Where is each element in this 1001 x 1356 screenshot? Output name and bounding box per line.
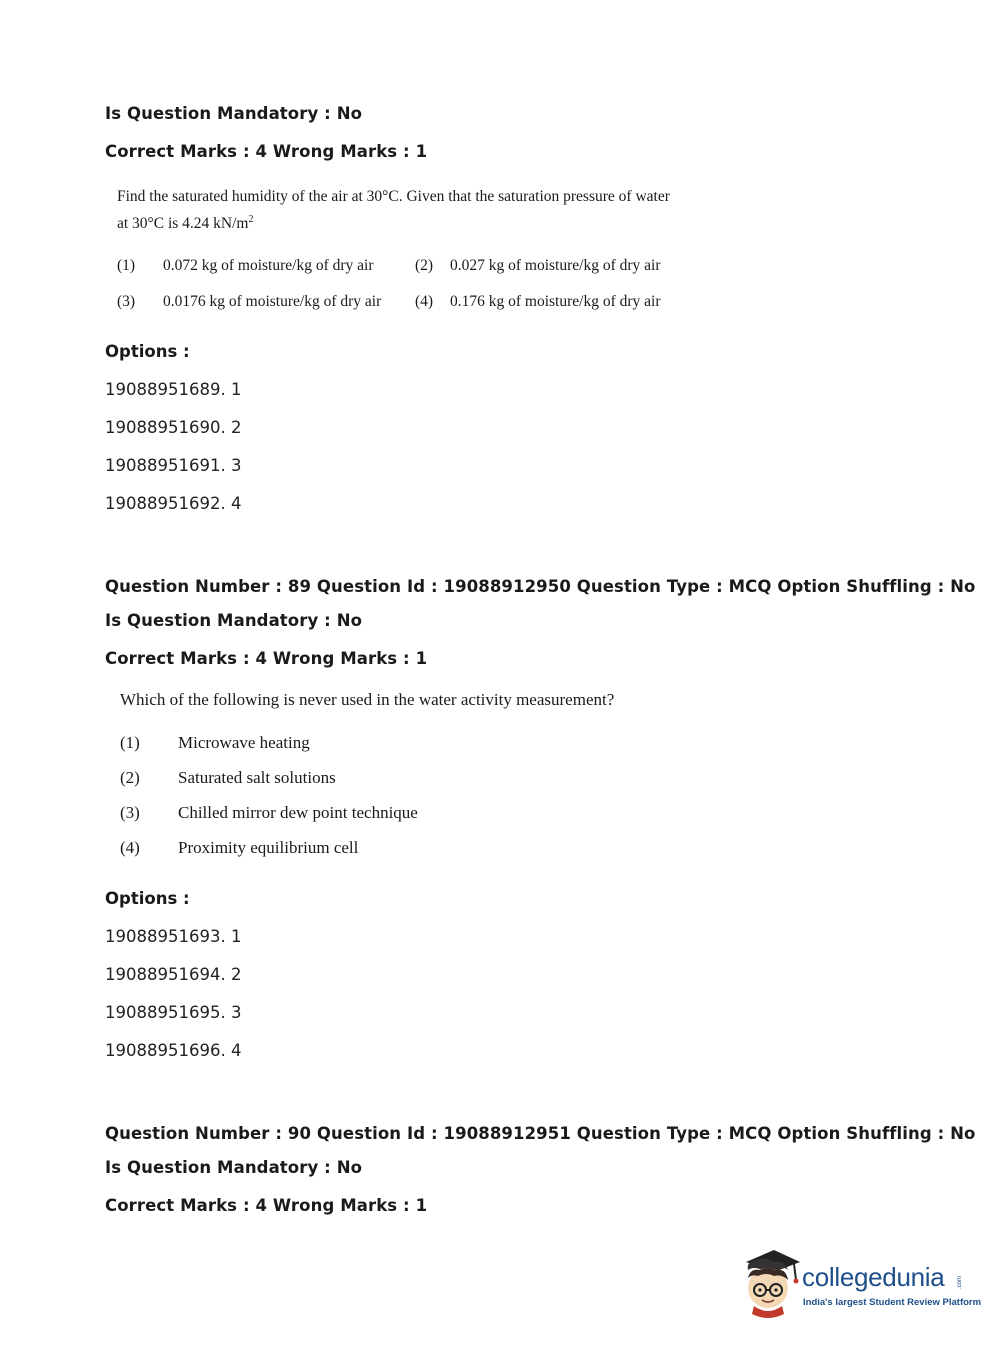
choice-number: (1)	[117, 257, 136, 274]
question-marks: Correct Marks : 4 Wrong Marks : 1	[105, 649, 428, 668]
options-label: Options :	[105, 889, 190, 908]
choice-text: 0.176 kg of moisture/kg of dry air	[450, 293, 661, 310]
question-header: Question Number : 90 Question Id : 19088912951 Question Type : MCQ Option Shuffling : No	[105, 1124, 976, 1143]
choice-number: (4)	[415, 293, 434, 310]
options-label: Options :	[105, 342, 190, 361]
logo-domain: .com	[957, 1276, 963, 1290]
choice-text: 0.072 kg of moisture/kg of dry air	[163, 257, 374, 274]
choice-number: (3)	[117, 293, 136, 310]
question-header: Question Number : 89 Question Id : 19088912950 Question Type : MCQ Option Shuffling : No	[105, 577, 976, 596]
option-id: 19088951696. 4	[105, 1041, 242, 1060]
question-mandatory: Is Question Mandatory : No	[105, 611, 363, 630]
choice-text: Chilled mirror dew point technique	[178, 803, 418, 822]
choice-number: (2)	[415, 257, 434, 274]
question-marks: Correct Marks : 4 Wrong Marks : 1	[105, 142, 428, 161]
option-id: 19088951689. 1	[105, 380, 242, 399]
option-id: 19088951695. 3	[105, 1003, 242, 1022]
choice-number: (4)	[120, 838, 140, 857]
question-text-line: at 30°C is 4.24 $kN/m^2$	[117, 213, 254, 232]
option-id: 19088951693. 1	[105, 927, 242, 946]
question-text	[117, 183, 757, 237]
mascot-logo-icon	[740, 1248, 802, 1320]
choice-number: (3)	[120, 803, 140, 822]
option-id: 19088951691. 3	[105, 456, 242, 475]
question-text: Which of the following is never used in the water activity measurement?	[120, 690, 615, 709]
choice-text: Microwave heating	[178, 733, 310, 752]
choice-text: Saturated salt solutions	[178, 768, 336, 787]
choice-number: (1)	[120, 733, 140, 752]
logo-tagline: India's largest Student Review Platform	[803, 1297, 982, 1308]
logo-wordmark: collegedunia	[802, 1262, 945, 1292]
choice-text: 0.0176 kg of moisture/kg of dry air	[163, 293, 382, 310]
option-id: 19088951692. 4	[105, 494, 242, 513]
question-mandatory: Is Question Mandatory : No	[105, 1158, 363, 1177]
option-id: 19088951694. 2	[105, 965, 242, 984]
question-text-line: Find the saturated humidity of the air at 30°C. Given that the saturation pressure of water	[117, 188, 670, 205]
choice-text: 0.027 kg of moisture/kg of dry air	[450, 257, 661, 274]
option-id: 19088951690. 2	[105, 418, 242, 437]
choice-text: Proximity equilibrium cell	[178, 838, 359, 857]
choice-number: (2)	[120, 768, 140, 787]
question-marks: Correct Marks : 4 Wrong Marks : 1	[105, 1196, 428, 1215]
question-mandatory: Is Question Mandatory : No	[105, 104, 363, 123]
